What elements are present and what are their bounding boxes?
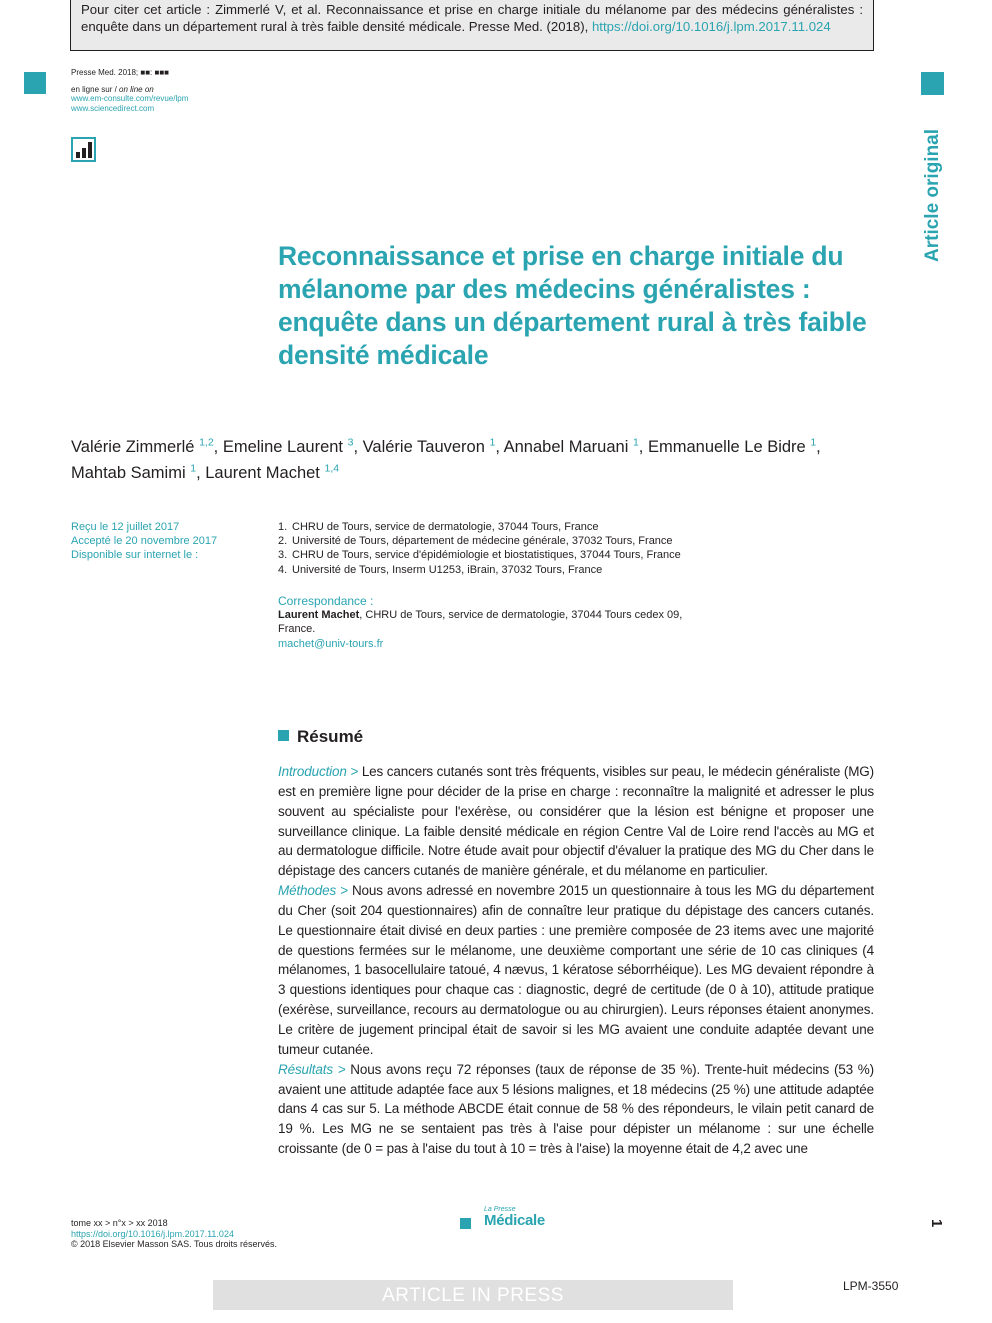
article-title: Reconnaissance et prise en charge initiale du mélanome par des médecins généralistes : enquête dans un département rural à très faible densité médicale <box>278 241 867 370</box>
author: Valérie Tauveron $^1$, <box>362 436 504 456</box>
issue-info: tome xx > n°x > xx 2018 <box>71 1218 168 1228</box>
citation-box <box>70 0 874 51</box>
footer-info <box>71 1218 277 1250</box>
affiliation: 2. Université de Tours, département de médecine générale, 37032 Tours, France <box>278 535 673 548</box>
citation-doi-link[interactable]: https://doi.org/10.1016/j.lpm.2017.11.024 <box>591 18 831 34</box>
online-prefix: en ligne sur / <box>71 84 120 94</box>
corner-square-right <box>921 72 944 95</box>
author: Laurent Machet $^{1,4}$ <box>205 462 340 482</box>
author: Emmanuelle Le Bidre $^1$, <box>647 436 821 456</box>
online-line <box>71 85 188 95</box>
resume-heading: Résumé <box>278 726 363 748</box>
metrics-bar-chart-icon[interactable] <box>71 137 96 162</box>
journal-meta <box>71 68 188 113</box>
abstract-methods: Méthodes > Nous avons adressé en novembre 2015 un questionnaire à tous les MG du département du Cher (soit 204 questionnaires) afin de connaître leur pratique du dépistage des cancers cutanés. Le questionnaire était divisé en deux parties : une première composée de 23 items avec une majorité de questions fermées sur le mélanome, une deuxième comportant une série de 10 cas cliniques (4 mélanomes, 1 basocellulaire tatoué, 4 nævus, 1 kératose séborrhéique). Les MG devaient répondre à 3 questions identiques pour chaque cas : diagnostic, degré de certitude (de 0 à 10), attitude pratique (exérèse, surveillance, recours au dermatologue ou au chirurgien). Leurs réponses étaient anonymes. Le critère de jugement principal était de savoir si les MG avaient une conduite adaptée devant une tumeur cutanée. <box>278 883 874 1057</box>
corner-square-left <box>24 72 46 94</box>
author: Valérie Zimmerlé $^{1,2}$, <box>71 436 223 456</box>
affiliations <box>278 520 681 577</box>
logo-main-text: Médicale <box>484 1212 545 1229</box>
correspondence-email-link[interactable]: machet@univ-tours.fr <box>278 637 384 650</box>
article-code: LPM-3550 <box>843 1279 899 1293</box>
em-consulte-link[interactable]: www.em-consulte.com/revue/lpm <box>71 94 189 103</box>
author: Emeline Laurent $^3$, <box>222 436 363 456</box>
online-italic: on line on <box>119 84 154 94</box>
abstract-introduction: Introduction > Les cancers cutanés sont très fréquents, visibles sur peau, le médecin généraliste (MG) est en première ligne pour décider de la prise en charge : reconnaître la malignité et adresser le plus souvent au spécialiste pour l'exérèse, ou considérer que la lésion est bénigne et proposer une surveillance clinique. La faible densité médicale en région Centre Val de Loire rend l'accès au MG et au dermatologue difficile. Notre étude avait pour objectif d'évaluer la pratique des MG du Cher dans le dépistage des cancers cutanés de manière générale, et du mélanome en particulier. <box>278 764 874 879</box>
online-date: Disponible sur internet le : <box>71 549 199 561</box>
logo-small-text: La Presse <box>484 1206 516 1213</box>
footer-doi-link[interactable]: https://doi.org/10.1016/j.lpm.2017.11.024 <box>71 1228 234 1239</box>
affiliation: 3. CHRU de Tours, service d'épidémiologie et biostatistiques, 37044 Tours, France <box>278 549 681 562</box>
sciencedirect-link[interactable]: www.sciencedirect.com <box>71 103 155 113</box>
affiliation: 4. Université de Tours, Inserm U1253, iBrain, 37032 Tours, France <box>278 563 603 576</box>
journal-citation-line: Presse Med. 2018; ■■: ■■■ <box>71 68 169 77</box>
accepted-date: Accepté le 20 novembre 2017 <box>71 535 218 547</box>
logo-square-icon <box>460 1218 471 1229</box>
received-date: Reçu le 12 juillet 2017 <box>71 521 180 533</box>
author-list <box>71 431 891 484</box>
copyright: © 2018 Elsevier Masson SAS. Tous droits réservés. <box>71 1239 278 1249</box>
article-type-label: Article original <box>922 128 943 262</box>
abstract-body <box>278 762 874 1159</box>
page-number: 1 <box>928 1219 945 1228</box>
author: Mahtab Samimi $^1$, <box>71 462 206 482</box>
correspondence-label: Correspondance : <box>278 594 374 608</box>
abstract-results: Résultats > Nous avons reçu 72 réponses (taux de réponse de 35 %). Trente-huit médecins (53 %) avaient une attitude adaptée face aux 5 lésions malignes, et 18 médecins (25 %) une attitude adaptée dans 4 cas sur 5. La méthode ABCDE était connue de 58 % des répondeurs, le vilain petit canard de 19 %. Les MG ne se sentaient pas très à l'aise pour dépister un mélanome : sur une échelle croissante (de 0 = pas à l'aise du tout à 10 = très à l'aise) la moyenne était de 4,2 avec une <box>278 1061 874 1157</box>
author: Annabel Maruani $^1$, <box>503 436 648 456</box>
correspondence-address: Laurent Machet, CHRU de Tours, service de dermatologie, 37044 Tours cedex 09, France. <box>278 609 683 636</box>
article-dates <box>71 520 217 562</box>
affiliation: 1. CHRU de Tours, service de dermatologie, 37044 Tours, France <box>278 521 599 533</box>
article-in-press-banner: ARTICLE IN PRESS <box>213 1280 733 1310</box>
correspondence <box>278 594 688 651</box>
citation-text: Pour citer cet article : Zimmerlé V, et al. Reconnaissance et prise en charge initiale du mélanome par des médecins généralistes : enquête dans un département rural à très faible densité médicale. Presse Med. (2018), <box>81 2 863 34</box>
heading-square-icon <box>278 730 289 741</box>
